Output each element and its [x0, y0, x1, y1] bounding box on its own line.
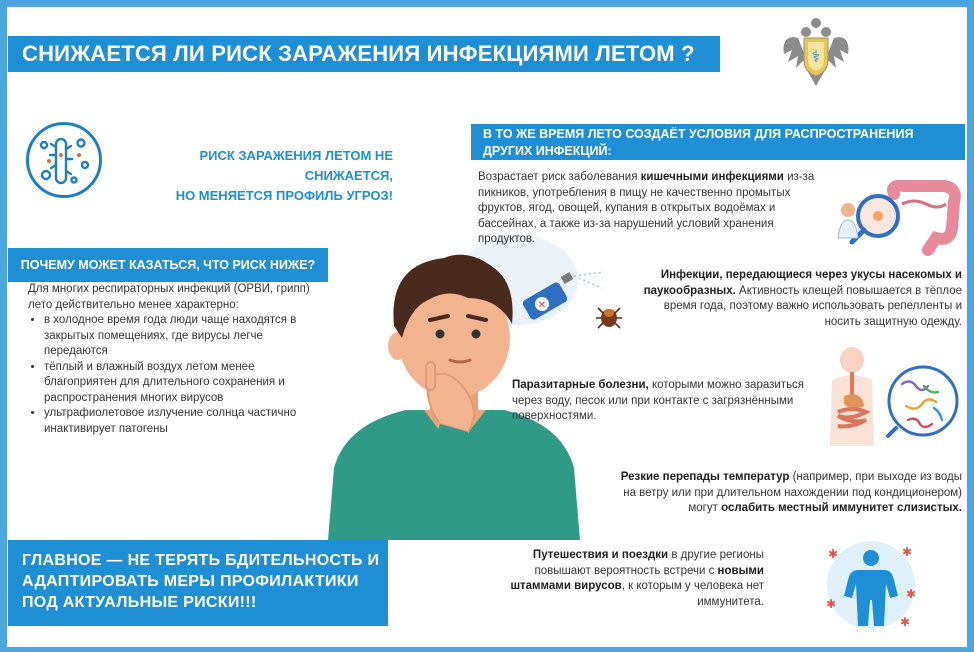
- block5-mid: в другие регионы повышают вероятность встречи с: [534, 549, 764, 577]
- coat-of-arms-icon: [778, 14, 854, 90]
- block5-bold2: новыми штаммами вирусов: [510, 564, 764, 592]
- right-section-header: В ТО ЖЕ ВРЕМЯ ЛЕТО СОЗДАЁТ УСЛОВИЯ ДЛЯ РАСПРОСТРАНЕНИЯ ДРУГИХ ИНФЕКЦИЙ:: [471, 124, 965, 160]
- block1-post: из-за пикников, употребления в пищу не качественно промытых фруктов, ягод, овощей, купания в открытых водоёмах и бассейнах, а также из-за нарушений условий хранения продуктов.: [478, 171, 815, 245]
- immune-body-icon: [822, 536, 920, 634]
- svg-text:⚕: ⚕: [811, 47, 821, 66]
- block2-post: Активность клещей повышается в тёплое время года, поэтому важно использовать репелленты и носить защитную одежду.: [663, 284, 962, 328]
- svg-text:✱: ✱: [900, 615, 911, 629]
- svg-text:✱: ✱: [902, 545, 913, 559]
- tagline: [118, 146, 393, 206]
- insect-borne-infections-block: [628, 268, 962, 330]
- tagline-line2: НО МЕНЯЕТСЯ ПРОФИЛЬ УГРОЗ!: [175, 188, 393, 203]
- block2-bold: Инфекции, передающиеся через укусы насекомых и паукообразных.: [643, 269, 962, 297]
- magnifier-intestine-icon: [832, 180, 962, 258]
- block4-bold1: Резкие перепады температур: [620, 471, 790, 483]
- main-message-line1: ГЛАВНОЕ — НЕ ТЕРЯТЬ БДИТЕЛЬНОСТЬ И: [22, 552, 380, 569]
- main-message-line2: АДАПТИРОВАТЬ МЕРЫ ПРОФИЛАКТИКИ: [22, 573, 359, 590]
- svg-text:✱: ✱: [906, 587, 917, 601]
- list-item: • тёплый и влажный воздух летом менее благоприятен для длительного сохранения и распространения многих вирусов: [44, 360, 318, 407]
- digestive-system-icon: [822, 346, 882, 452]
- block1-bold: кишечными инфекциями: [640, 171, 784, 183]
- left-bullet-list: [28, 313, 318, 437]
- block4-bold2: ослабить местный иммунитет слизистых.: [721, 502, 962, 514]
- travel-block: [486, 548, 764, 610]
- parasitic-diseases-block: [512, 378, 814, 425]
- block4-mid: (например, при выходе из воды на ветру или при длительном нахождении под кондиционером) могут: [623, 471, 962, 514]
- tick-icon: [592, 300, 626, 334]
- intestinal-infections-block: [478, 170, 830, 248]
- page-title: СНИЖАЕТСЯ ЛИ РИСК ЗАРАЖЕНИЯ ИНФЕКЦИЯМИ ЛЕТОМ ?: [8, 36, 720, 72]
- list-item: • в холодное время года люди чаще находятся в закрытых помещениях, где вирусы легче передаются: [44, 313, 318, 360]
- svg-text:✱: ✱: [826, 597, 837, 611]
- left-intro: Для многих респираторных инфекций (ОРВИ, грипп) лето действительно менее характерно:: [28, 283, 310, 311]
- tagline-line1: РИСК ЗАРАЖЕНИЯ ЛЕТОМ НЕ СНИЖАЕТСЯ,: [199, 148, 393, 183]
- main-message-box: [8, 540, 388, 626]
- main-message-line3: ПОД АКТУАЛЬНЫЕ РИСКИ!!!: [22, 594, 257, 611]
- block5-bold1: Путешествия и поездки: [532, 549, 669, 561]
- block3-post: которыми можно заразиться через воду, песок или при контакте с загрязнёнными поверхностями.: [512, 379, 805, 422]
- svg-text:✕: ✕: [537, 300, 547, 311]
- block5-post: , к которым у человека нет иммунитета.: [621, 580, 764, 608]
- temperature-changes-block: [612, 470, 962, 517]
- parasite-worms-icon: [884, 362, 962, 440]
- list-item: • ультрафиолетовое излучение солнца частично инактивирует патогены: [44, 406, 318, 437]
- svg-text:✱: ✱: [828, 547, 839, 561]
- microbe-icon: [26, 122, 102, 198]
- left-section-body: [28, 282, 318, 437]
- block3-bold: Паразитарные болезни,: [512, 379, 649, 391]
- block1-pre: Возрастает риск заболевания: [478, 171, 641, 183]
- left-section-header: ПОЧЕМУ МОЖЕТ КАЗАТЬСЯ, ЧТО РИСК НИЖЕ?: [8, 248, 328, 282]
